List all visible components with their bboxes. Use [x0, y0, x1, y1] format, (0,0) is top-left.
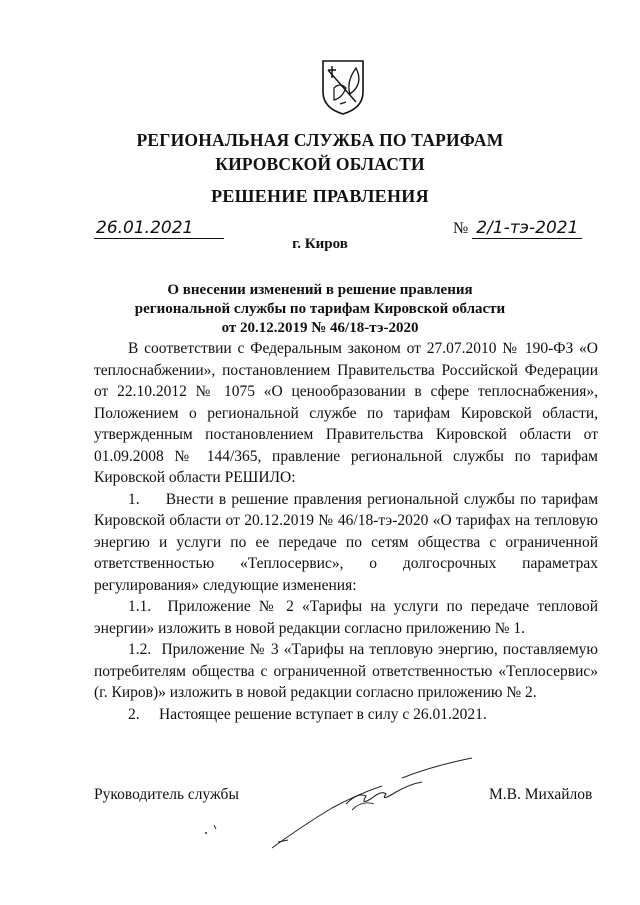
list-item	[94, 704, 598, 726]
item-text: Внести в решение правления региональной службы по тарифам Кировской области от 20.12.2019 № 46/18-тэ-2020 «О тарифах на тепловую энергию и услуги по ее передаче по сетям общества с ограниченной ответственностью «Теплосервис», о долгосрочных параметрах регулирования» следующие изменения:	[94, 490, 598, 594]
handwritten-signature-icon	[262, 756, 477, 856]
list-item	[94, 596, 598, 639]
signer-title: Руководитель службы	[94, 786, 239, 803]
item-number: 1.2.	[128, 641, 152, 658]
subject-line-2: региональной службы по тарифам Кировской области	[134, 301, 506, 317]
item-text: Приложение № 2 «Тарифы на услуги по передаче тепловой энергии» изложить в новой редакции согласно приложению № 1.	[94, 598, 599, 637]
subject-line-1: О внесении изменений в решение правления	[167, 282, 473, 298]
city-label: г. Киров	[292, 236, 348, 252]
item-text: Приложение № 3 «Тарифы на тепловую энергию, поставляемую потребителям общества с ограниченной ответственностью «Теплосервис» (г. Киров)» изложить в новой редакции согласно приложению № 2.	[94, 641, 599, 701]
organization-line-2: КИРОВСКОЙ ОБЛАСТИ	[215, 154, 425, 174]
item-number: 2.	[128, 705, 140, 723]
document-date: 26.01.2021	[94, 218, 224, 239]
document-number-value: 2/1-тэ-2021	[472, 218, 582, 239]
document-type-title: РЕШЕНИЕ ПРАВЛЕНИЯ	[211, 186, 429, 206]
signer-name: М.В. Михайлов	[489, 786, 593, 803]
preamble-paragraph: В соответствии с Федеральным законом от 27.07.2010 № 190-ФЗ «О теплоснабжении», постановлением Правительства Российской Федерации от 22.10.2012 № 1075 «О ценообразовании в сфере теплоснабжения», Положением о региональной службе по тарифам Кировской области, утвержденным постановлением Правительства Кировской области от 01.09.2008 № 144/365, правление региональной службы по тарифам Кировской области РЕШИЛО:	[94, 340, 598, 486]
organization-line-1: РЕГИОНАЛЬНАЯ СЛУЖБА ПО ТАРИФАМ	[136, 130, 504, 150]
organization-name	[0, 128, 640, 176]
document-subject	[0, 281, 640, 338]
scan-mark-icon	[202, 823, 222, 837]
item-number: 1.	[128, 490, 140, 508]
number-sign: №	[453, 220, 469, 237]
document-body	[94, 338, 598, 725]
item-number: 1.1.	[128, 598, 152, 615]
list-item	[94, 639, 598, 704]
list-item	[94, 489, 598, 597]
subject-line-3: от 20.12.2019 № 46/18-тэ-2020	[221, 320, 419, 336]
item-text: Настоящее решение вступает в силу с 26.01.2021.	[159, 705, 487, 723]
coat-of-arms-icon	[320, 58, 366, 116]
